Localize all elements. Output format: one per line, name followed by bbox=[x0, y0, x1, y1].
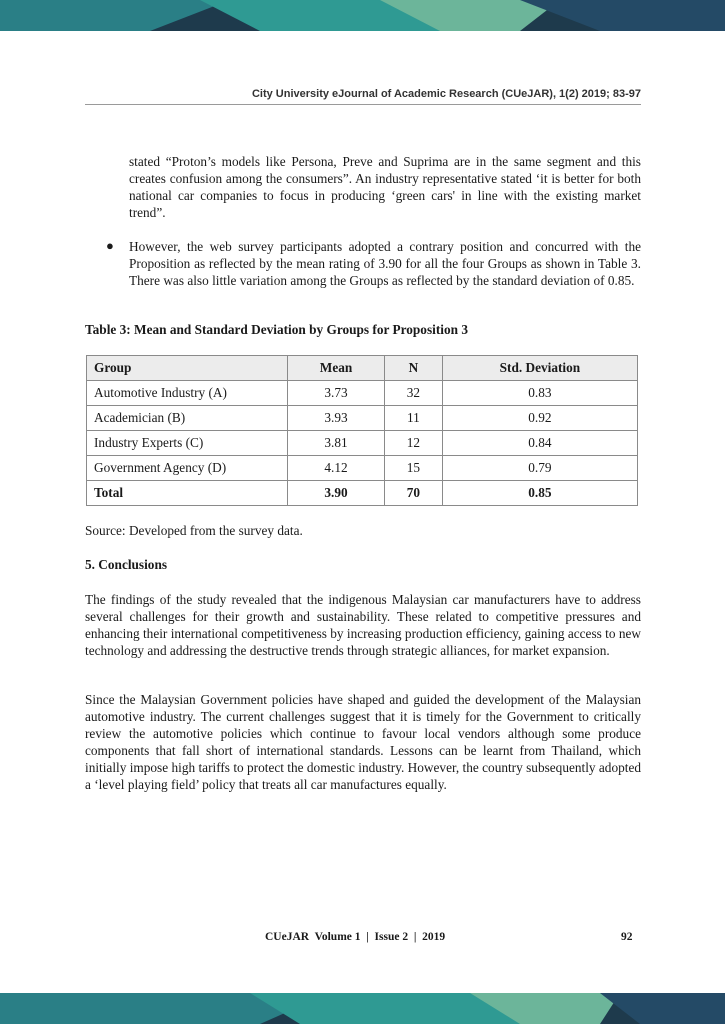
column-header: N bbox=[385, 356, 443, 381]
table-cell: Automotive Industry (A) bbox=[87, 381, 288, 406]
table-cell: 0.92 bbox=[442, 406, 637, 431]
table-cell: Total bbox=[87, 481, 288, 506]
table-header-row bbox=[87, 356, 638, 381]
table-row bbox=[87, 456, 638, 481]
quote-continuation-paragraph: stated “Proton’s models like Persona, Preve and Suprima are in the same segment and this creates confusion among the consumers”. An industry representative stated ‘it is better for both national car companies to focus in producing ‘green cars' in line with the existing market trend”. bbox=[129, 154, 641, 220]
table-cell: 15 bbox=[385, 456, 443, 481]
column-header: Group bbox=[87, 356, 288, 381]
mean-sd-table bbox=[86, 355, 638, 506]
conclusions-paragraph-1: The findings of the study revealed that the indigenous Malaysian car manufacturers have to address several challenges for their growth and sustainability. These related to competitive pressures and enhancing their international competitiveness by increasing production efficiency, gaining access to new technology and addressing the destructive trends through strategic alliances, for market expansion. bbox=[85, 592, 641, 658]
header-divider bbox=[85, 104, 641, 105]
table-cell: 3.81 bbox=[288, 431, 385, 456]
table-cell: 32 bbox=[385, 381, 443, 406]
table-total-row bbox=[87, 481, 638, 506]
table-cell: 11 bbox=[385, 406, 443, 431]
table-cell: 4.12 bbox=[288, 456, 385, 481]
table-cell: 3.73 bbox=[288, 381, 385, 406]
column-header: Std. Deviation bbox=[442, 356, 637, 381]
table-cell: 70 bbox=[385, 481, 443, 506]
table-row bbox=[87, 431, 638, 456]
table-cell: 3.93 bbox=[288, 406, 385, 431]
footer-journal-issue: CUeJAR Volume 1 | Issue 2 | 2019 bbox=[265, 931, 446, 943]
table-cell: Industry Experts (C) bbox=[87, 431, 288, 456]
bullet-icon: ● bbox=[106, 238, 114, 253]
top-decorative-band bbox=[0, 0, 725, 31]
table-cell: 3.90 bbox=[288, 481, 385, 506]
table-caption: Table 3: Mean and Standard Deviation by Groups for Proposition 3 bbox=[85, 322, 468, 337]
table-cell: 0.84 bbox=[442, 431, 637, 456]
table-row bbox=[87, 381, 638, 406]
table-cell: 0.83 bbox=[442, 381, 637, 406]
bullet-paragraph: However, the web survey participants adopted a contrary position and concurred with the Proposition as reflected by the mean rating of 3.90 for all the four Groups as shown in Table 3. There was also little variation among the Groups as reflected by the standard deviation of 0.85. bbox=[129, 239, 641, 288]
section-heading: 5. Conclusions bbox=[85, 557, 168, 572]
page-number: 92 bbox=[621, 931, 633, 943]
table-row bbox=[87, 406, 638, 431]
table-cell: 0.79 bbox=[442, 456, 637, 481]
table-source-note: Source: Developed from the survey data. bbox=[85, 523, 303, 538]
bottom-decorative-band bbox=[0, 993, 725, 1024]
conclusions-paragraph-2: Since the Malaysian Government policies have shaped and guided the development of the Malaysian automotive industry. The current challenges suggest that it is timely for the Government to critically review the automotive policies which continue to favour local vendors although some produce components that fall short of international standards. Lessons can be learnt from Thailand, which initially impose high tariffs to protect the domestic industry. However, the country subsequently adopted a ‘level playing field’ policy that treats all car manufactures equally. bbox=[85, 692, 641, 792]
column-header: Mean bbox=[288, 356, 385, 381]
table-cell: 12 bbox=[385, 431, 443, 456]
table-cell: Academician (B) bbox=[87, 406, 288, 431]
table-cell: 0.85 bbox=[442, 481, 637, 506]
running-header: City University eJournal of Academic Research (CUeJAR), 1(2) 2019; 83-97 bbox=[251, 88, 641, 100]
table-cell: Government Agency (D) bbox=[87, 456, 288, 481]
